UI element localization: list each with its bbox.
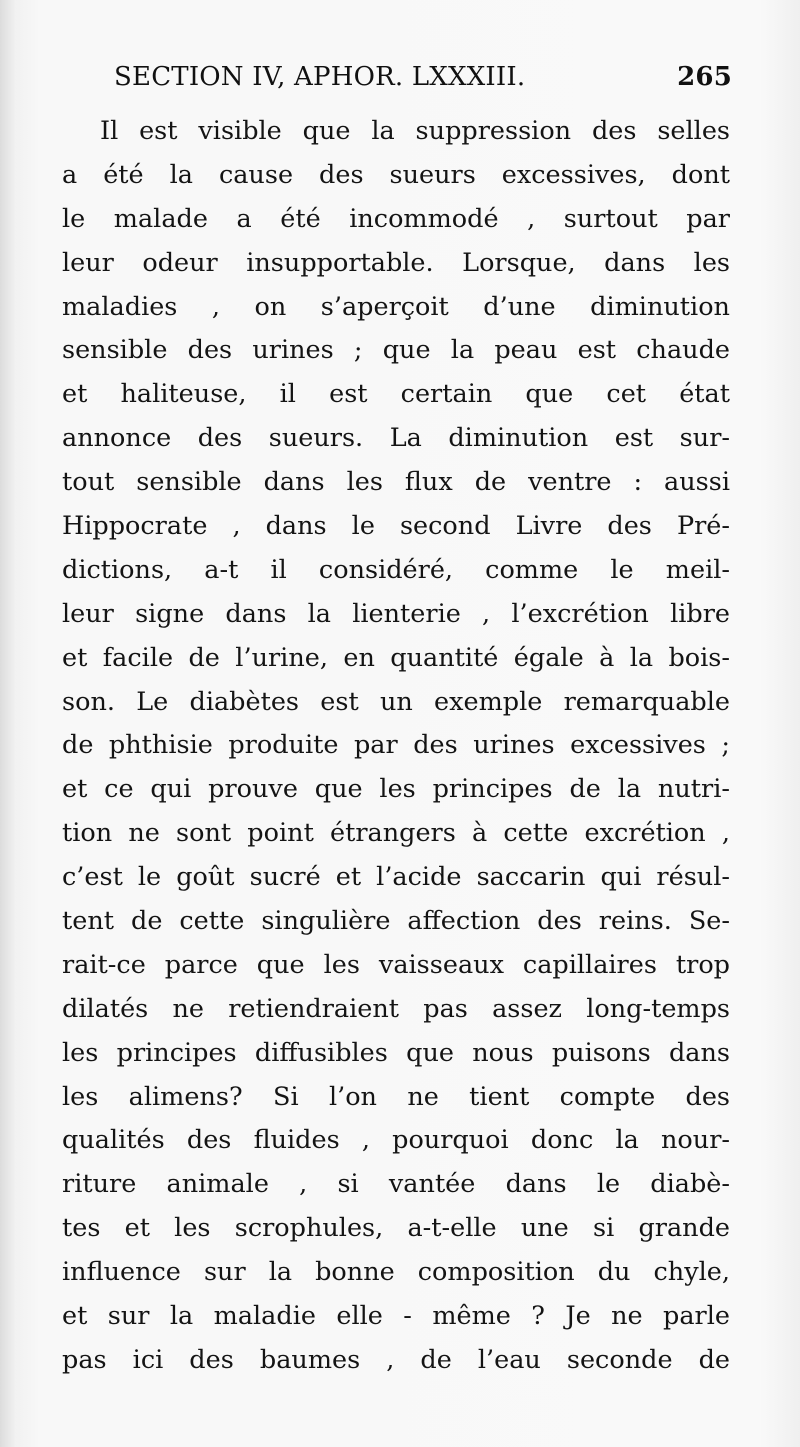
text-line: leur signe dans la lienterie , l’excrétion libre [62, 598, 730, 629]
text-line: leur odeur insupportable. Lorsque, dans les [62, 247, 730, 278]
running-header [114, 58, 732, 102]
text-line: les principes diffusibles que nous puisons dans [62, 1037, 730, 1068]
text-line: dictions, a-t il considéré, comme le meil- [62, 554, 730, 585]
text-line: les alimens? Si l’on ne tient compte des [62, 1081, 730, 1112]
text-line: et ce qui prouve que les principes de la nutri- [62, 774, 730, 805]
text-line: riture animale , si vantée dans le diabè- [62, 1169, 730, 1200]
text-line: tion ne sont point étrangers à cette excrétion , [62, 818, 730, 849]
page-gutter-shadow [0, 0, 16, 1447]
body-text [62, 110, 730, 1383]
section-title: SECTION IV, APHOR. LXXXIII. [114, 62, 526, 92]
text-line: tout sensible dans les flux de ventre : aussi [62, 467, 730, 498]
text-line: de phthisie produite par des urines excessives ; [62, 730, 730, 761]
text-line: tent de cette singulière affection des reins. Se- [62, 906, 730, 937]
page-number: 265 [677, 62, 732, 92]
text-line: maladies , on s’aperçoit d’une diminution [62, 291, 730, 322]
text-line: dilatés ne retiendraient pas assez long-temps [62, 993, 730, 1024]
text-line: influence sur la bonne composition du chyle, [62, 1257, 730, 1288]
text-line: a été la cause des sueurs excessives, dont [62, 159, 730, 190]
text-line: annonce des sueurs. La diminution est sur- [62, 423, 730, 454]
text-line: le malade a été incommodé , surtout par [62, 203, 730, 234]
text-line: c’est le goût sucré et l’acide saccarin qui résul- [62, 862, 730, 893]
text-line: sensible des urines ; que la peau est chaude [62, 335, 730, 366]
text-line: Il est visible que la suppression des selles [100, 116, 730, 146]
text-line: et haliteuse, il est certain que cet état [62, 379, 730, 410]
text-line: rait-ce parce que les vaisseaux capillaires trop [62, 949, 730, 980]
text-line: tes et les scrophules, a-t-elle une si grande [62, 1213, 730, 1244]
text-line: pas ici des baumes , de l’eau seconde de [62, 1344, 730, 1375]
text-line: et sur la maladie elle - même ? Je ne parle [62, 1301, 730, 1332]
text-line: qualités des fluides , pourquoi donc la nour- [62, 1125, 730, 1156]
text-line: son. Le diabètes est un exemple remarquable [62, 686, 730, 717]
text-line: Hippocrate , dans le second Livre des Pré- [62, 511, 730, 542]
text-line: et facile de l’urine, en quantité égale à la bois- [62, 642, 730, 673]
